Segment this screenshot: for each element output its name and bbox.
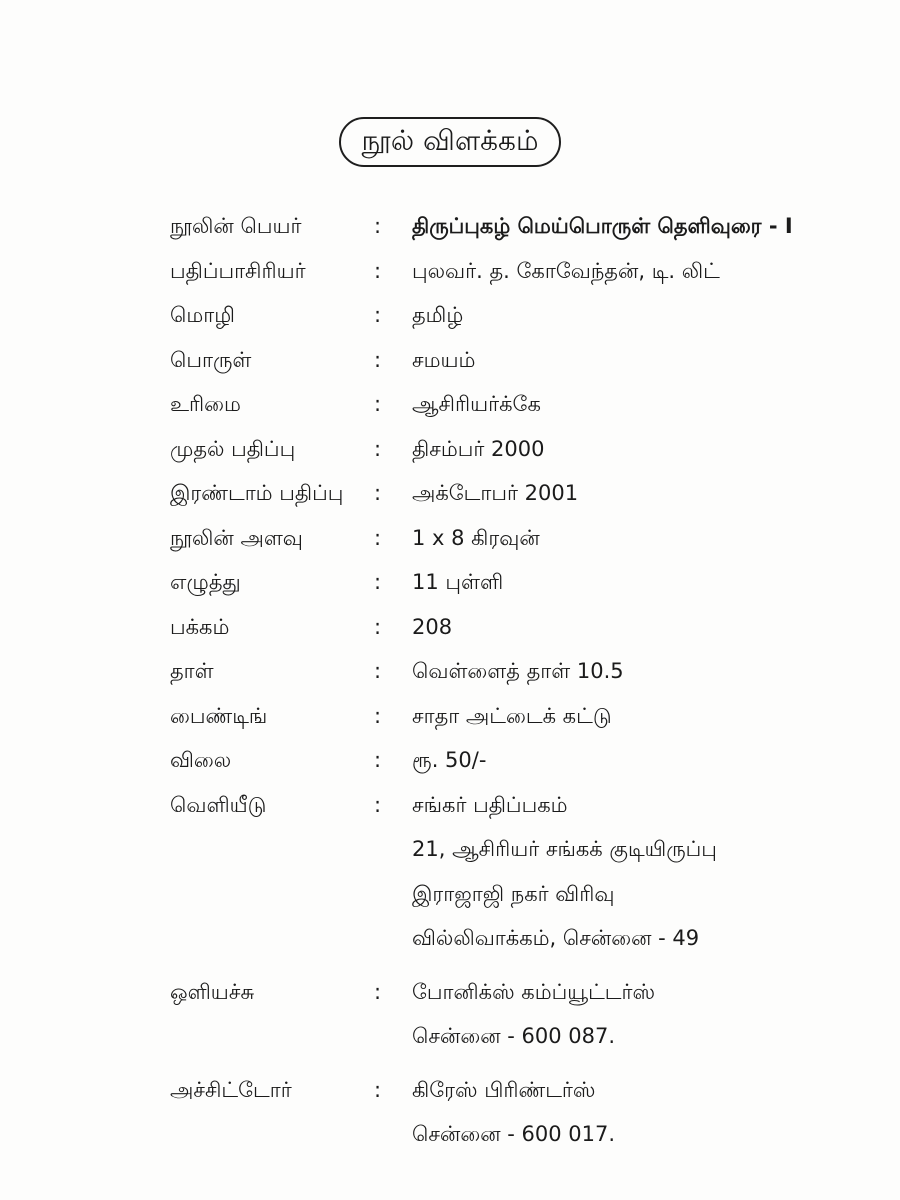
detail-row-paper	[170, 649, 830, 694]
detail-value-line: 21, ஆசிரியர் சங்கக் குடியிருப்பு	[412, 837, 717, 861]
detail-label: ஒளியச்சு	[170, 979, 255, 1004]
detail-separator: :	[374, 703, 382, 728]
detail-separator: :	[374, 1077, 382, 1102]
detail-value-line: வெள்ளைத் தாள் 10.5	[412, 659, 624, 683]
detail-separator: :	[374, 303, 382, 327]
detail-row-rights	[170, 382, 830, 427]
detail-label: மொழி	[170, 303, 235, 327]
detail-value-line: அக்டோபர் 2001	[412, 481, 579, 505]
detail-value-line: சங்கர் பதிப்பகம்	[412, 792, 568, 817]
detail-row-publisher	[170, 783, 830, 961]
detail-value-line: திசம்பர் 2000	[412, 436, 545, 461]
detail-value-line: ஆசிரியர்க்கே	[412, 392, 541, 416]
detail-separator: :	[374, 258, 382, 283]
detail-row-pages	[170, 605, 830, 650]
detail-value	[412, 694, 830, 739]
detail-row-first-edition	[170, 427, 830, 472]
detail-separator: :	[374, 570, 382, 594]
detail-row-book-size	[170, 516, 830, 561]
detail-value-line: 1 x 8 கிரவுன்	[412, 525, 540, 550]
detail-value-line: வில்லிவாக்கம், சென்னை - 49	[412, 926, 700, 950]
book-details-list	[170, 204, 830, 1157]
detail-value-line: இராஜாஜி நகர் விரிவு	[412, 881, 615, 906]
detail-value	[412, 338, 830, 383]
detail-row-font	[170, 560, 830, 605]
detail-value	[412, 204, 830, 249]
detail-separator: :	[374, 614, 382, 639]
detail-row-subject	[170, 338, 830, 383]
detail-value	[412, 293, 830, 338]
detail-label: நூலின் அளவு	[170, 525, 303, 550]
detail-value-line: திருப்புகழ் மெய்பொருள் தெளிவுரை - I	[412, 214, 793, 238]
detail-row-second-edition	[170, 471, 830, 516]
detail-value-line: 11 புள்ளி	[412, 570, 504, 594]
detail-separator: :	[374, 792, 382, 817]
detail-label: பதிப்பாசிரியர்	[170, 258, 306, 283]
detail-value	[412, 471, 830, 516]
page-title: நூல் விளக்கம்	[339, 117, 560, 167]
detail-value-line: தமிழ்	[412, 303, 464, 327]
detail-value-line: சென்னை - 600 087.	[412, 1024, 616, 1048]
detail-label: பைண்டிங்	[170, 703, 268, 728]
detail-separator: :	[374, 659, 382, 683]
detail-row-price	[170, 738, 830, 783]
detail-separator: :	[374, 979, 382, 1004]
detail-label: முதல் பதிப்பு	[170, 436, 296, 461]
detail-label: எழுத்து	[170, 570, 241, 594]
detail-separator: :	[374, 525, 382, 550]
detail-value	[412, 605, 830, 650]
detail-separator: :	[374, 392, 382, 416]
detail-label: தாள்	[170, 659, 214, 683]
title-area	[0, 117, 900, 167]
detail-value	[412, 560, 830, 605]
detail-value	[412, 1068, 830, 1157]
detail-value-line: சாதா அட்டைக் கட்டு	[412, 703, 612, 728]
detail-separator: :	[374, 214, 382, 238]
detail-separator: :	[374, 481, 382, 505]
detail-value	[412, 427, 830, 472]
detail-label: உரிமை	[170, 392, 241, 416]
detail-separator: :	[374, 436, 382, 461]
detail-label: இரண்டாம் பதிப்பு	[170, 481, 344, 505]
detail-separator: :	[374, 347, 382, 372]
detail-row-printer	[170, 1068, 830, 1157]
detail-value-line: புலவர். த. கோவேந்தன், டி. லிட்	[412, 258, 720, 283]
detail-label: பக்கம்	[170, 614, 230, 639]
detail-value	[412, 249, 830, 294]
detail-value-line: சென்னை - 600 017.	[412, 1122, 616, 1146]
detail-value	[412, 970, 830, 1059]
detail-row-editor	[170, 249, 830, 294]
detail-value	[412, 783, 830, 961]
detail-value	[412, 382, 830, 427]
detail-value-line: ரூ. 50/-	[412, 748, 487, 772]
detail-row-binding	[170, 694, 830, 739]
detail-separator: :	[374, 748, 382, 772]
detail-value-line: 208	[412, 614, 453, 639]
detail-label: நூலின் பெயர்	[170, 214, 302, 238]
detail-row-language	[170, 293, 830, 338]
detail-value-line: சமயம்	[412, 347, 476, 372]
detail-value-line: போனிக்ஸ் கம்ப்யூட்டர்ஸ்	[412, 979, 656, 1004]
detail-value	[412, 738, 830, 783]
detail-label: அச்சிட்டோர்	[170, 1077, 292, 1102]
detail-value-line: கிரேஸ் பிரிண்டர்ஸ்	[412, 1077, 596, 1102]
detail-label: வெளியீடு	[170, 792, 267, 817]
detail-label: விலை	[170, 748, 232, 772]
detail-row-typesetting	[170, 970, 830, 1059]
detail-label: பொருள்	[170, 347, 252, 372]
detail-value	[412, 516, 830, 561]
detail-value	[412, 649, 830, 694]
detail-row-book-name	[170, 204, 830, 249]
